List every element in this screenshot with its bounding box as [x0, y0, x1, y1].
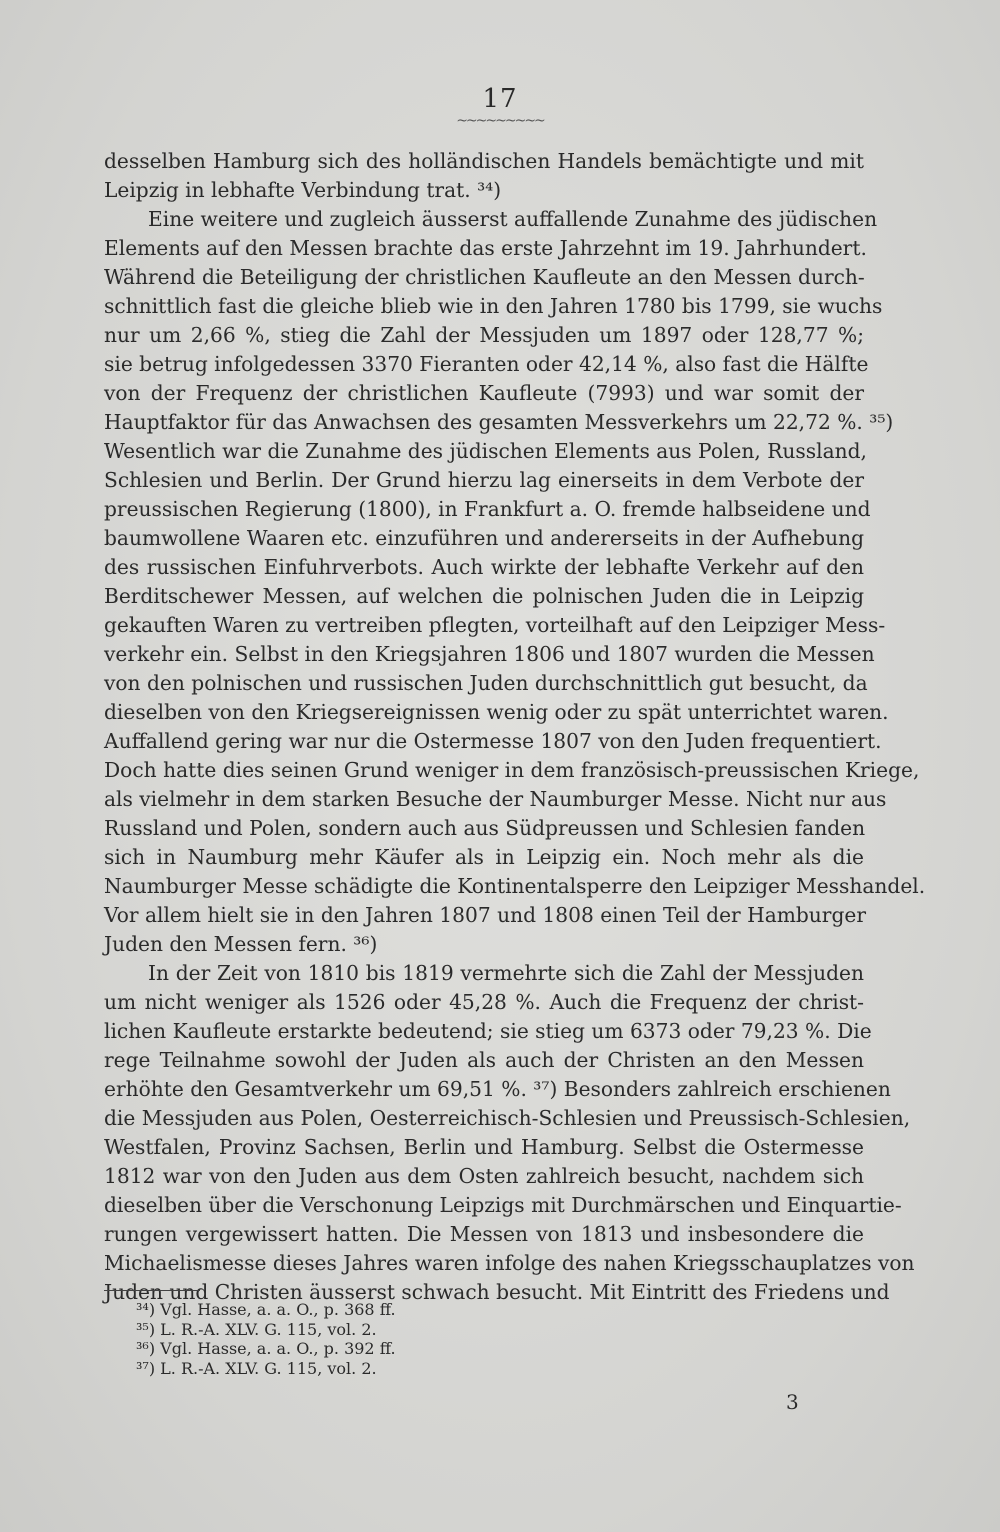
text-line: In der Zeit von 1810 bis 1819 vermehrte sich die Zahl der Messjuden	[148, 961, 864, 985]
text-line: verkehr ein. Selbst in den Kriegsjahren 1806 und 1807 wurden die Messen	[104, 642, 875, 666]
text-line: Michaelismesse dieses Jahres waren infolge des nahen Kriegsschauplatzes von	[104, 1251, 915, 1275]
text-line: sie betrug infolgedessen 3370 Fieranten oder 42,14 %, also fast die Hälfte	[104, 352, 869, 376]
text-line: rege Teilnahme sowohl der Juden als auch der Christen an den Messen	[104, 1048, 864, 1072]
text-line: Leipzig in lebhafte Verbindung trat. ³⁴)	[104, 178, 502, 202]
text-line: die Messjuden aus Polen, Oesterreichisch-Schlesien und Preussisch-Schlesien,	[104, 1106, 911, 1130]
text-line: Wesentlich war die Zunahme des jüdischen Elements aus Polen, Russland,	[104, 439, 867, 463]
text-line: lichen Kaufleute erstarkte bedeutend; sie stieg um 6373 oder 79,23 %. Die	[104, 1019, 872, 1043]
signature-mark: 3	[786, 1390, 799, 1414]
text-line: Doch hatte dies seinen Grund weniger in dem französisch-preussischen Kriege,	[104, 758, 920, 782]
text-line: dieselben von den Kriegsereignissen wenig oder zu spät unterrichtet waren.	[104, 700, 889, 724]
text-line: rungen vergewissert hatten. Die Messen von 1813 und insbesondere die	[104, 1222, 864, 1246]
text-line: Auffallend gering war nur die Ostermesse 1807 von den Juden frequentiert.	[104, 729, 882, 753]
text-line: von der Frequenz der christlichen Kaufleute (7993) und war somit der	[104, 381, 864, 405]
text-line: nur um 2,66 %, stieg die Zahl der Messjuden um 1897 oder 128,77 %;	[104, 323, 864, 347]
text-line: Eine weitere und zugleich äusserst auffallende Zunahme des jüdischen	[148, 207, 878, 231]
text-line: Westfalen, Provinz Sachsen, Berlin und Hamburg. Selbst die Ostermesse	[104, 1135, 864, 1159]
text-line: 1812 war von den Juden aus dem Osten zahlreich besucht, nachdem sich	[104, 1164, 864, 1188]
text-line: Hauptfaktor für das Anwachsen des gesamten Messverkehrs um 22,72 %. ³⁵)	[104, 410, 894, 434]
footnote: ³⁷) L. R.-A. XLV. G. 115, vol. 2.	[136, 1358, 377, 1378]
text-line: sich in Naumburg mehr Käufer als in Leipzig ein. Noch mehr als die	[104, 845, 864, 869]
text-line: schnittlich fast die gleiche blieb wie in den Jahren 1780 bis 1799, sie wuchs	[104, 294, 883, 318]
footnotes	[136, 1300, 396, 1378]
header-ornament: ~~~~~~~~~	[456, 113, 544, 129]
page-number: 17	[482, 84, 518, 114]
text-line: dieselben über die Verschonung Leipzigs mit Durchmärschen und Einquartie-	[104, 1193, 902, 1217]
text-line: Elements auf den Messen brachte das erste Jahrzehnt im 19. Jahrhundert.	[104, 236, 867, 260]
footnote: ³⁵) L. R.-A. XLV. G. 115, vol. 2.	[136, 1319, 377, 1339]
text-line: Schlesien und Berlin. Der Grund hierzu lag einerseits in dem Verbote der	[104, 468, 864, 492]
text-line: erhöhte den Gesamtverkehr um 69,51 %. ³⁷) Besonders zahlreich erschienen	[104, 1077, 891, 1101]
text-line: als vielmehr in dem starken Besuche der Naumburger Messe. Nicht nur aus	[104, 787, 887, 811]
text-line: Berditschewer Messen, auf welchen die polnischen Juden die in Leipzig	[104, 584, 864, 608]
footnote: ³⁶) Vgl. Hasse, a. a. O., p. 392 ff.	[136, 1339, 396, 1358]
text-line: Russland und Polen, sondern auch aus Südpreussen und Schlesien fanden	[104, 816, 866, 840]
text-line: um nicht weniger als 1526 oder 45,28 %. Auch die Frequenz der christ-	[104, 990, 864, 1014]
footnote-divider	[104, 1290, 200, 1291]
body-text	[104, 147, 926, 1307]
footnote: ³⁴) Vgl. Hasse, a. a. O., p. 368 ff.	[136, 1300, 396, 1319]
text-line: Vor allem hielt sie in den Jahren 1807 und 1808 einen Teil der Hamburger	[104, 903, 866, 927]
text-line: desselben Hamburg sich des holländischen Handels bemächtigte und mit	[104, 149, 864, 173]
text-line: von den polnischen und russischen Juden durchschnittlich gut besucht, da	[104, 671, 868, 695]
text-line: des russischen Einfuhrverbots. Auch wirkte der lebhafte Verkehr auf den	[104, 555, 864, 579]
text-line: gekauften Waren zu vertreiben pflegten, vorteilhaft auf den Leipziger Mess-	[104, 613, 886, 637]
text-line: Naumburger Messe schädigte die Kontinentalsperre den Leipziger Messhandel.	[104, 874, 926, 898]
text-line: Während die Beteiligung der christlichen Kaufleute an den Messen durch-	[104, 265, 865, 289]
text-line: Juden den Messen fern. ³⁶)	[104, 932, 378, 956]
text-line: Juden und Christen äusserst schwach besucht. Mit Eintritt des Friedens und	[104, 1280, 890, 1304]
text-line: baumwollene Waaren etc. einzuführen und andererseits in der Aufhebung	[104, 526, 864, 550]
text-line: preussischen Regierung (1800), in Frankfurt a. O. fremde halbseidene und	[104, 497, 871, 521]
